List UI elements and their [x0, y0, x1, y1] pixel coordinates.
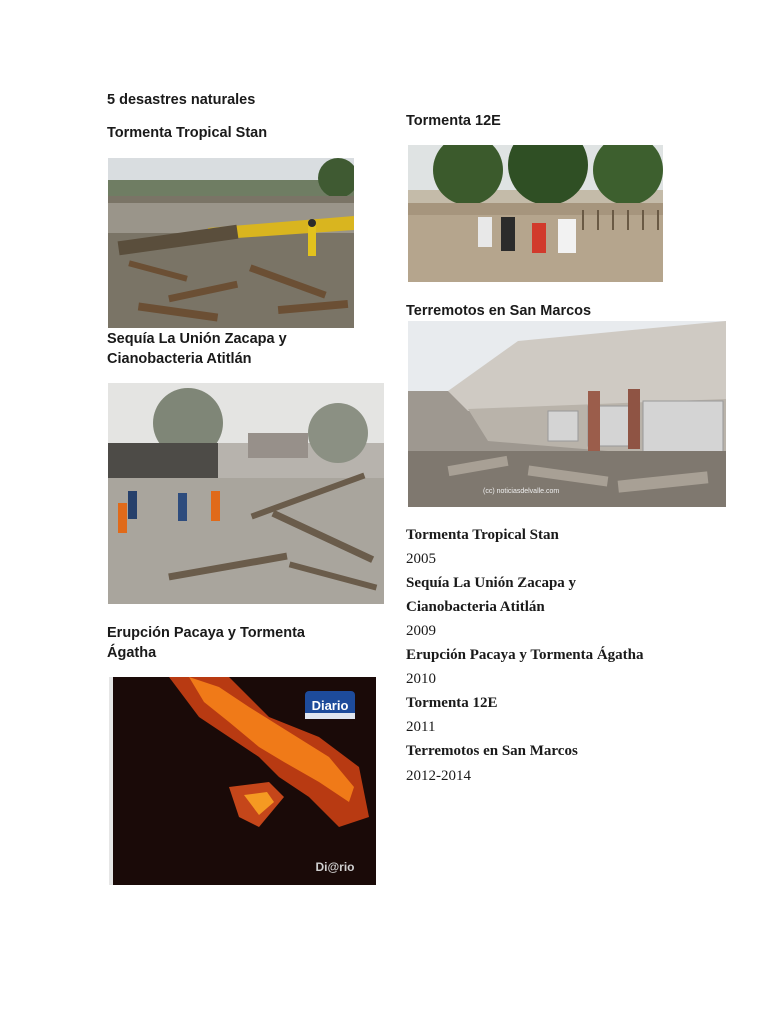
heading-sequia-line1: Sequía La Unión Zacapa y: [107, 331, 287, 347]
timeline-year-2: 2009: [406, 623, 436, 639]
heading-stan: Tormenta Tropical Stan: [107, 125, 268, 141]
photo-sequia-debris: [108, 383, 384, 604]
timeline-year-3: 2010: [406, 671, 436, 687]
heading-pacaya-line1: Erupción Pacaya y Tormenta: [107, 625, 305, 641]
document-title: 5 desastres naturales: [107, 92, 256, 108]
heading-san-marcos: Terremotos en San Marcos: [406, 303, 592, 319]
photo-pacaya-lava: [109, 677, 376, 885]
timeline-year-4: 2011: [406, 719, 436, 735]
photo-watermark: (cc) noticiasdelvalle.com: [483, 488, 560, 495]
timeline-event-2-line2: Cianobacteria Atitlán: [406, 599, 545, 615]
photo-stan-flood: [108, 158, 354, 328]
timeline-year-1: 2005: [406, 551, 436, 567]
heading-sequia-line2: Cianobacteria Atitlán: [107, 351, 252, 367]
diario-logo-top: Diario: [311, 698, 349, 713]
timeline-event-5: Terremotos en San Marcos: [406, 743, 578, 759]
timeline-event-4: Tormenta 12E: [406, 695, 498, 711]
photo-san-marcos-earthquake: [408, 321, 726, 507]
timeline-event-2-line1: Sequía La Unión Zacapa y: [406, 575, 577, 591]
timeline-event-3: Erupción Pacaya y Tormenta Ágatha: [406, 647, 644, 663]
heading-pacaya-line2: Ágatha: [107, 645, 157, 661]
timeline-year-5: 2012-2014: [406, 768, 471, 784]
diario-logo-bottom: Di@rio: [315, 860, 355, 874]
heading-12e: Tormenta 12E: [406, 113, 501, 129]
timeline-event-1: Tormenta Tropical Stan: [406, 527, 559, 543]
photo-12e-flood: [408, 145, 663, 282]
